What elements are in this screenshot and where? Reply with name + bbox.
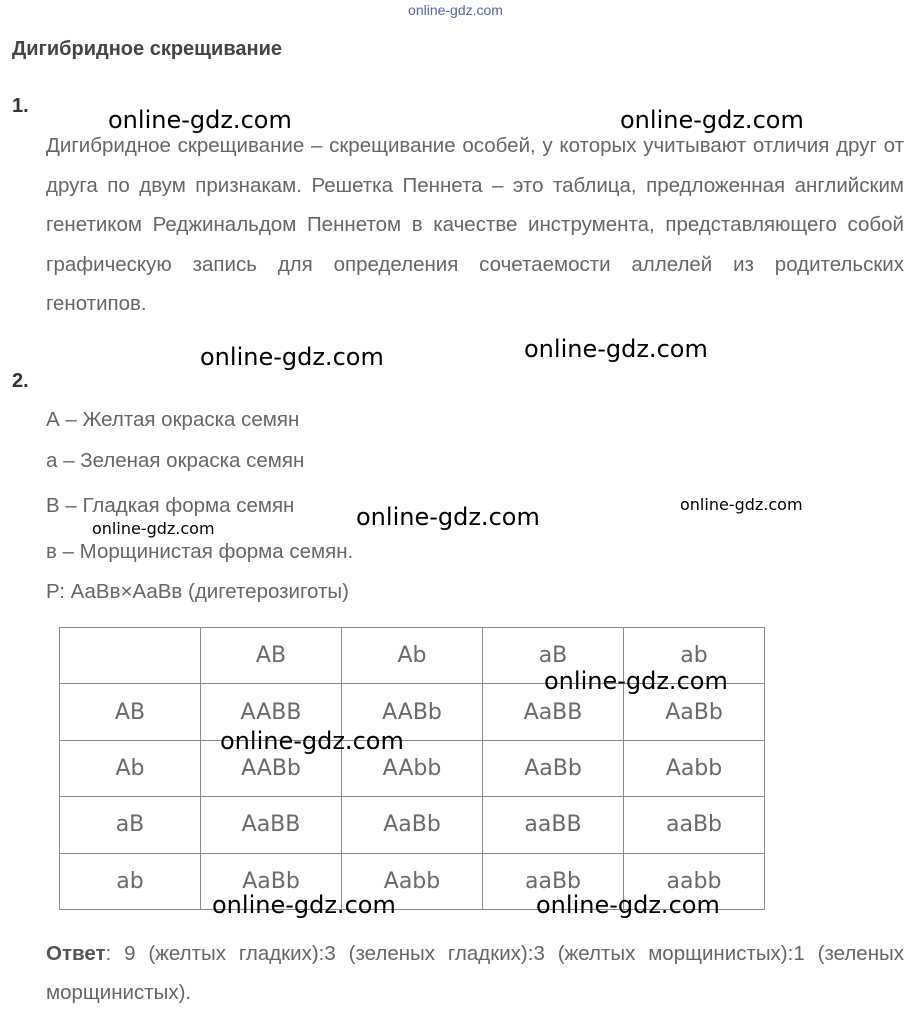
table-cell <box>60 628 201 684</box>
genotype-cell: AaBb <box>201 853 342 909</box>
allele-line-A: А – Желтая окраска семян <box>46 408 300 431</box>
watermark: online-gdz.com <box>212 891 396 919</box>
genotype-cell: AaBb <box>624 684 765 740</box>
table-header-cell: aB <box>483 628 624 684</box>
genotype-cell: AaBb <box>483 740 624 796</box>
genotype-cell: AaBB <box>483 684 624 740</box>
watermark: online-gdz.com <box>356 503 540 531</box>
watermark: online-gdz.com <box>200 343 384 371</box>
watermark: online-gdz.com <box>620 106 804 134</box>
watermark: online-gdz.com <box>108 106 292 134</box>
section-1-number: 1. <box>12 95 29 117</box>
table-row <box>60 797 765 853</box>
watermark: online-gdz.com <box>680 495 803 514</box>
row-gamete-cell: Ab <box>60 740 201 796</box>
watermark: online-gdz.com <box>544 667 728 695</box>
table-header-cell: ab <box>624 628 765 684</box>
allele-line-B: В – Гладкая форма семян <box>46 494 295 517</box>
watermark: online-gdz.com <box>536 891 720 919</box>
site-header[interactable]: online-gdz.com <box>408 2 503 18</box>
table-header-cell: AB <box>201 628 342 684</box>
genotype-cell: aaBB <box>483 797 624 853</box>
row-gamete-cell: ab <box>60 853 201 909</box>
genotype-cell: aabb <box>624 853 765 909</box>
genotype-cell: Aabb <box>342 853 483 909</box>
answer-paragraph <box>46 934 904 1012</box>
genotype-cell: aaBb <box>624 797 765 853</box>
genotype-cell: AAbb <box>342 740 483 796</box>
watermark: online-gdz.com <box>92 519 215 538</box>
genotype-cell: AaBB <box>201 797 342 853</box>
watermark: online-gdz.com <box>220 727 404 755</box>
table-row <box>60 740 765 796</box>
genotype-cell: AABb <box>342 684 483 740</box>
page-title: Дигибридное скрещивание <box>12 38 282 60</box>
row-gamete-cell: aB <box>60 797 201 853</box>
answer-text: : 9 (желтых гладких):3 (зеленых гладких):3 (желтых морщинистых):1 (зеленых морщинистых). <box>46 942 904 1004</box>
genotype-cell: AABB <box>201 684 342 740</box>
row-gamete-cell: AB <box>60 684 201 740</box>
genotype-cell: AABb <box>201 740 342 796</box>
section-2-number: 2. <box>12 370 29 392</box>
section-1-text: Дигибридное скрещивание – скрещивание особей, у которых учитывают отличия друг от друга по двум признакам. Решетка Пеннета – это таблица, предложенная английским генетиком Реджинальдом Пеннетом в качестве инструмента, представляющего собой графическую запись для определения сочетаемости аллелей из родительских генотипов. <box>46 134 904 315</box>
genotype-cell: Aabb <box>624 740 765 796</box>
genotype-cell: AaBb <box>342 797 483 853</box>
watermark: online-gdz.com <box>524 335 708 363</box>
allele-line-a: а – Зеленая окраска семян <box>46 449 305 472</box>
table-header-cell: Ab <box>342 628 483 684</box>
allele-line-b: в – Морщинистая форма семян. <box>46 540 354 563</box>
genotype-cell: aaBb <box>483 853 624 909</box>
parents-line: Р: АаВв×АаВв (дигетерозиготы) <box>46 580 349 603</box>
answer-label: Ответ <box>46 942 106 965</box>
